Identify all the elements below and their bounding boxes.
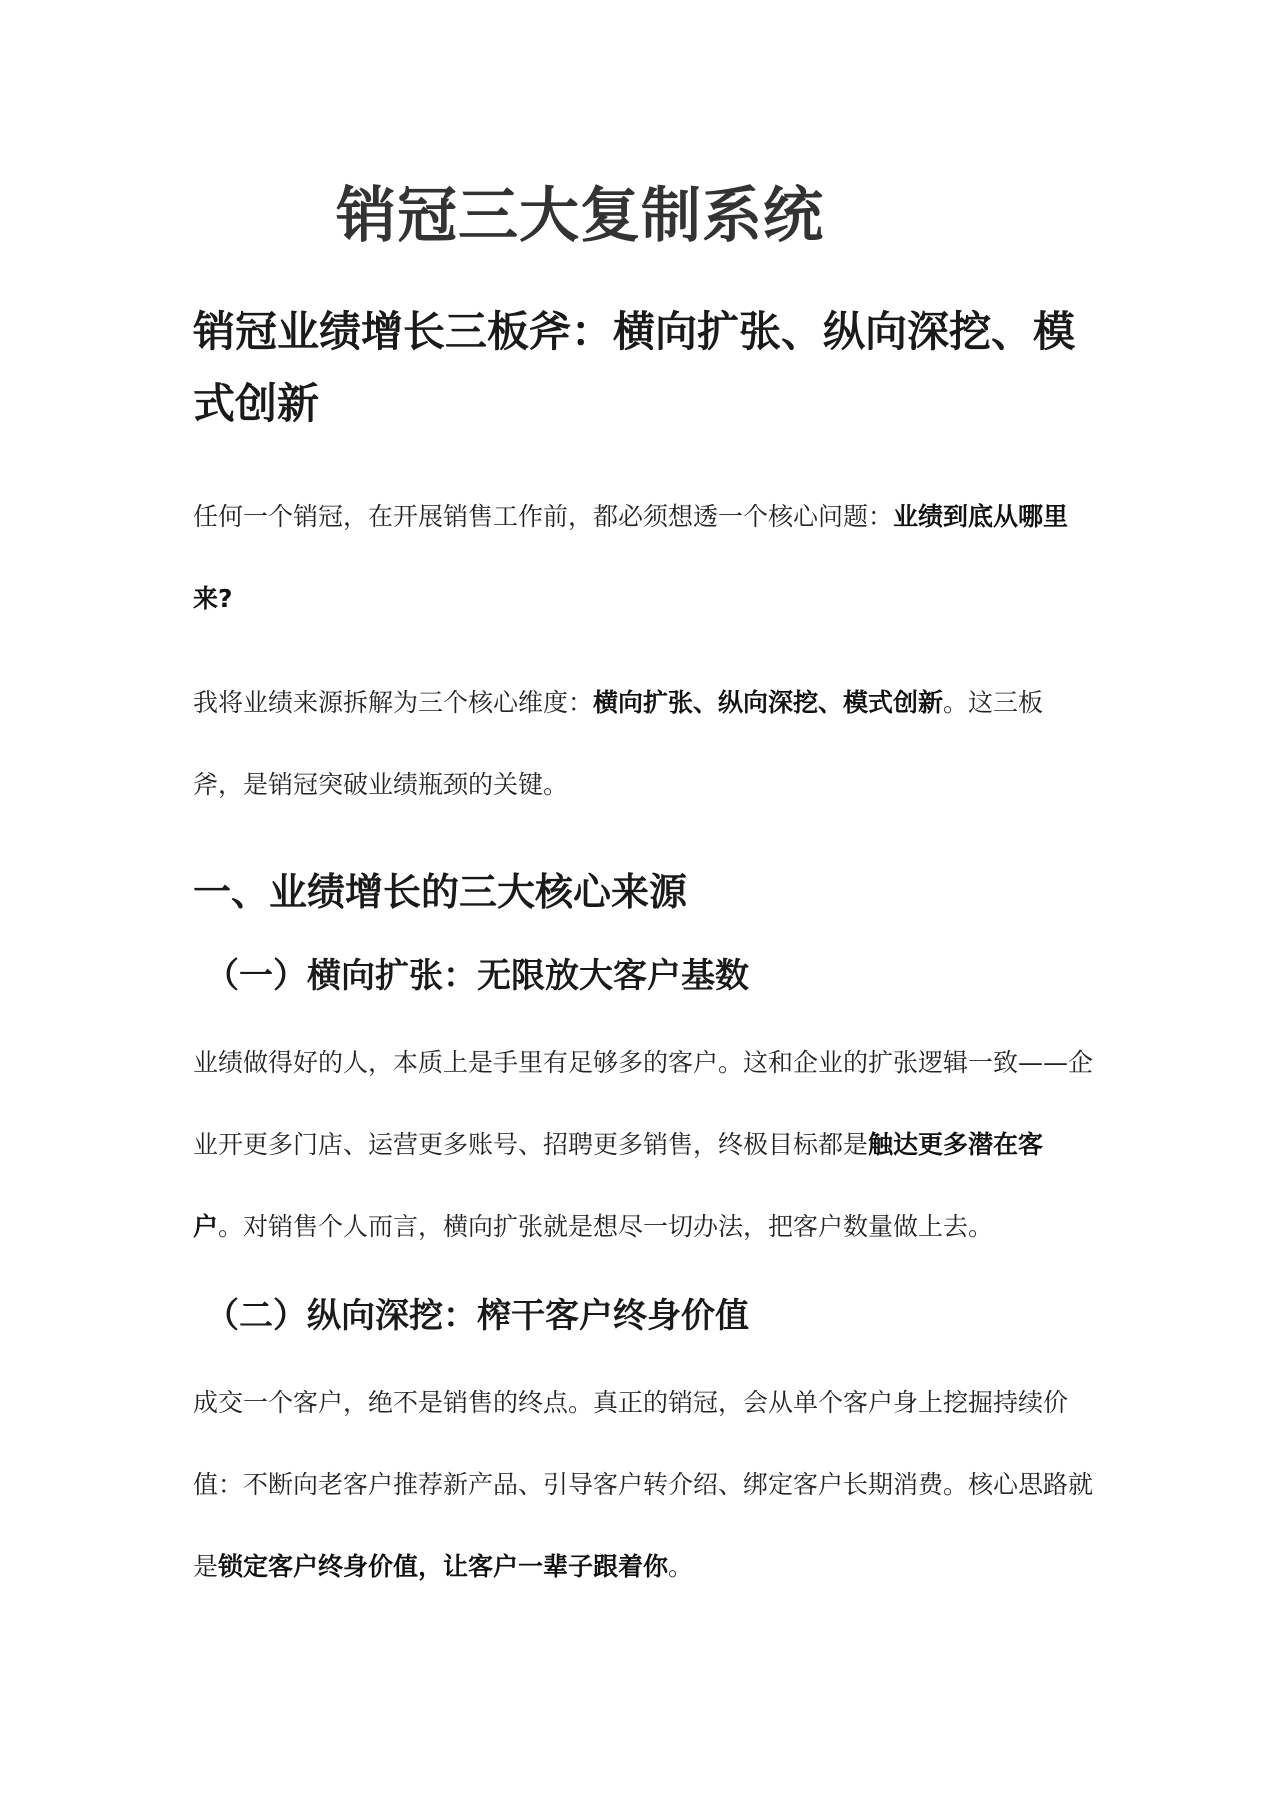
intro-p2-text-a: 我将业绩来源拆解为三个核心维度： [193, 688, 594, 717]
subsection-2-paragraph [193, 1362, 1093, 1608]
subsection-1-heading: （一）横向扩张：无限放大客户基数 [205, 956, 749, 996]
intro-p2-bold: 横向扩张、纵向深挖、模式创新 [593, 688, 944, 717]
sub1-text-b: 。对销售个人而言，横向扩张就是想尽一切办法，把客户数量做上去。 [218, 1212, 994, 1241]
document-body [193, 296, 1093, 1608]
sub1-text-a: 业绩做得好的人，本质上是手里有足够多的客户。这和企业的扩张逻辑一致——企业开更多门店、运营更多账号、招聘更多销售，终极目标都是 [193, 1048, 1094, 1159]
sub2-text-b: 。 [668, 1552, 694, 1581]
main-heading: 销冠业绩增长三板斧：横向扩张、纵向深挖、模式创新 [193, 307, 1076, 428]
intro-paragraph-2 [193, 662, 1093, 826]
subsection-2-heading: （二）纵向深挖：榨干客户终身价值 [205, 1296, 749, 1336]
sub2-bold: 锁定客户终身价值，让客户一辈子跟着你 [218, 1552, 669, 1581]
intro-p2-text-b: 。这三板斧，是销冠突破业绩瓶颈的关键。 [193, 688, 1044, 799]
intro-p1-text: 任何一个销冠，在开展销售工作前，都必须想透一个核心问题： [193, 502, 894, 531]
intro-p1-bold: 业绩到底从哪里来? [193, 502, 1069, 613]
subsection-1-paragraph [193, 1022, 1093, 1268]
section-1-heading: 一、业绩增长的三大核心来源 [193, 870, 688, 914]
sub2-text-a: 成交一个客户，绝不是销售的终点。真正的销冠，会从单个客户身上挖掘持续价值：不断向老客户推荐新产品、引导客户转介绍、绑定客户长期消费。核心思路就是 [193, 1388, 1094, 1581]
document-title: 销冠三大复制系统 [336, 181, 824, 251]
sub1-bold: 触达更多潜在客户 [193, 1130, 1044, 1241]
intro-paragraph-1 [193, 476, 1093, 640]
